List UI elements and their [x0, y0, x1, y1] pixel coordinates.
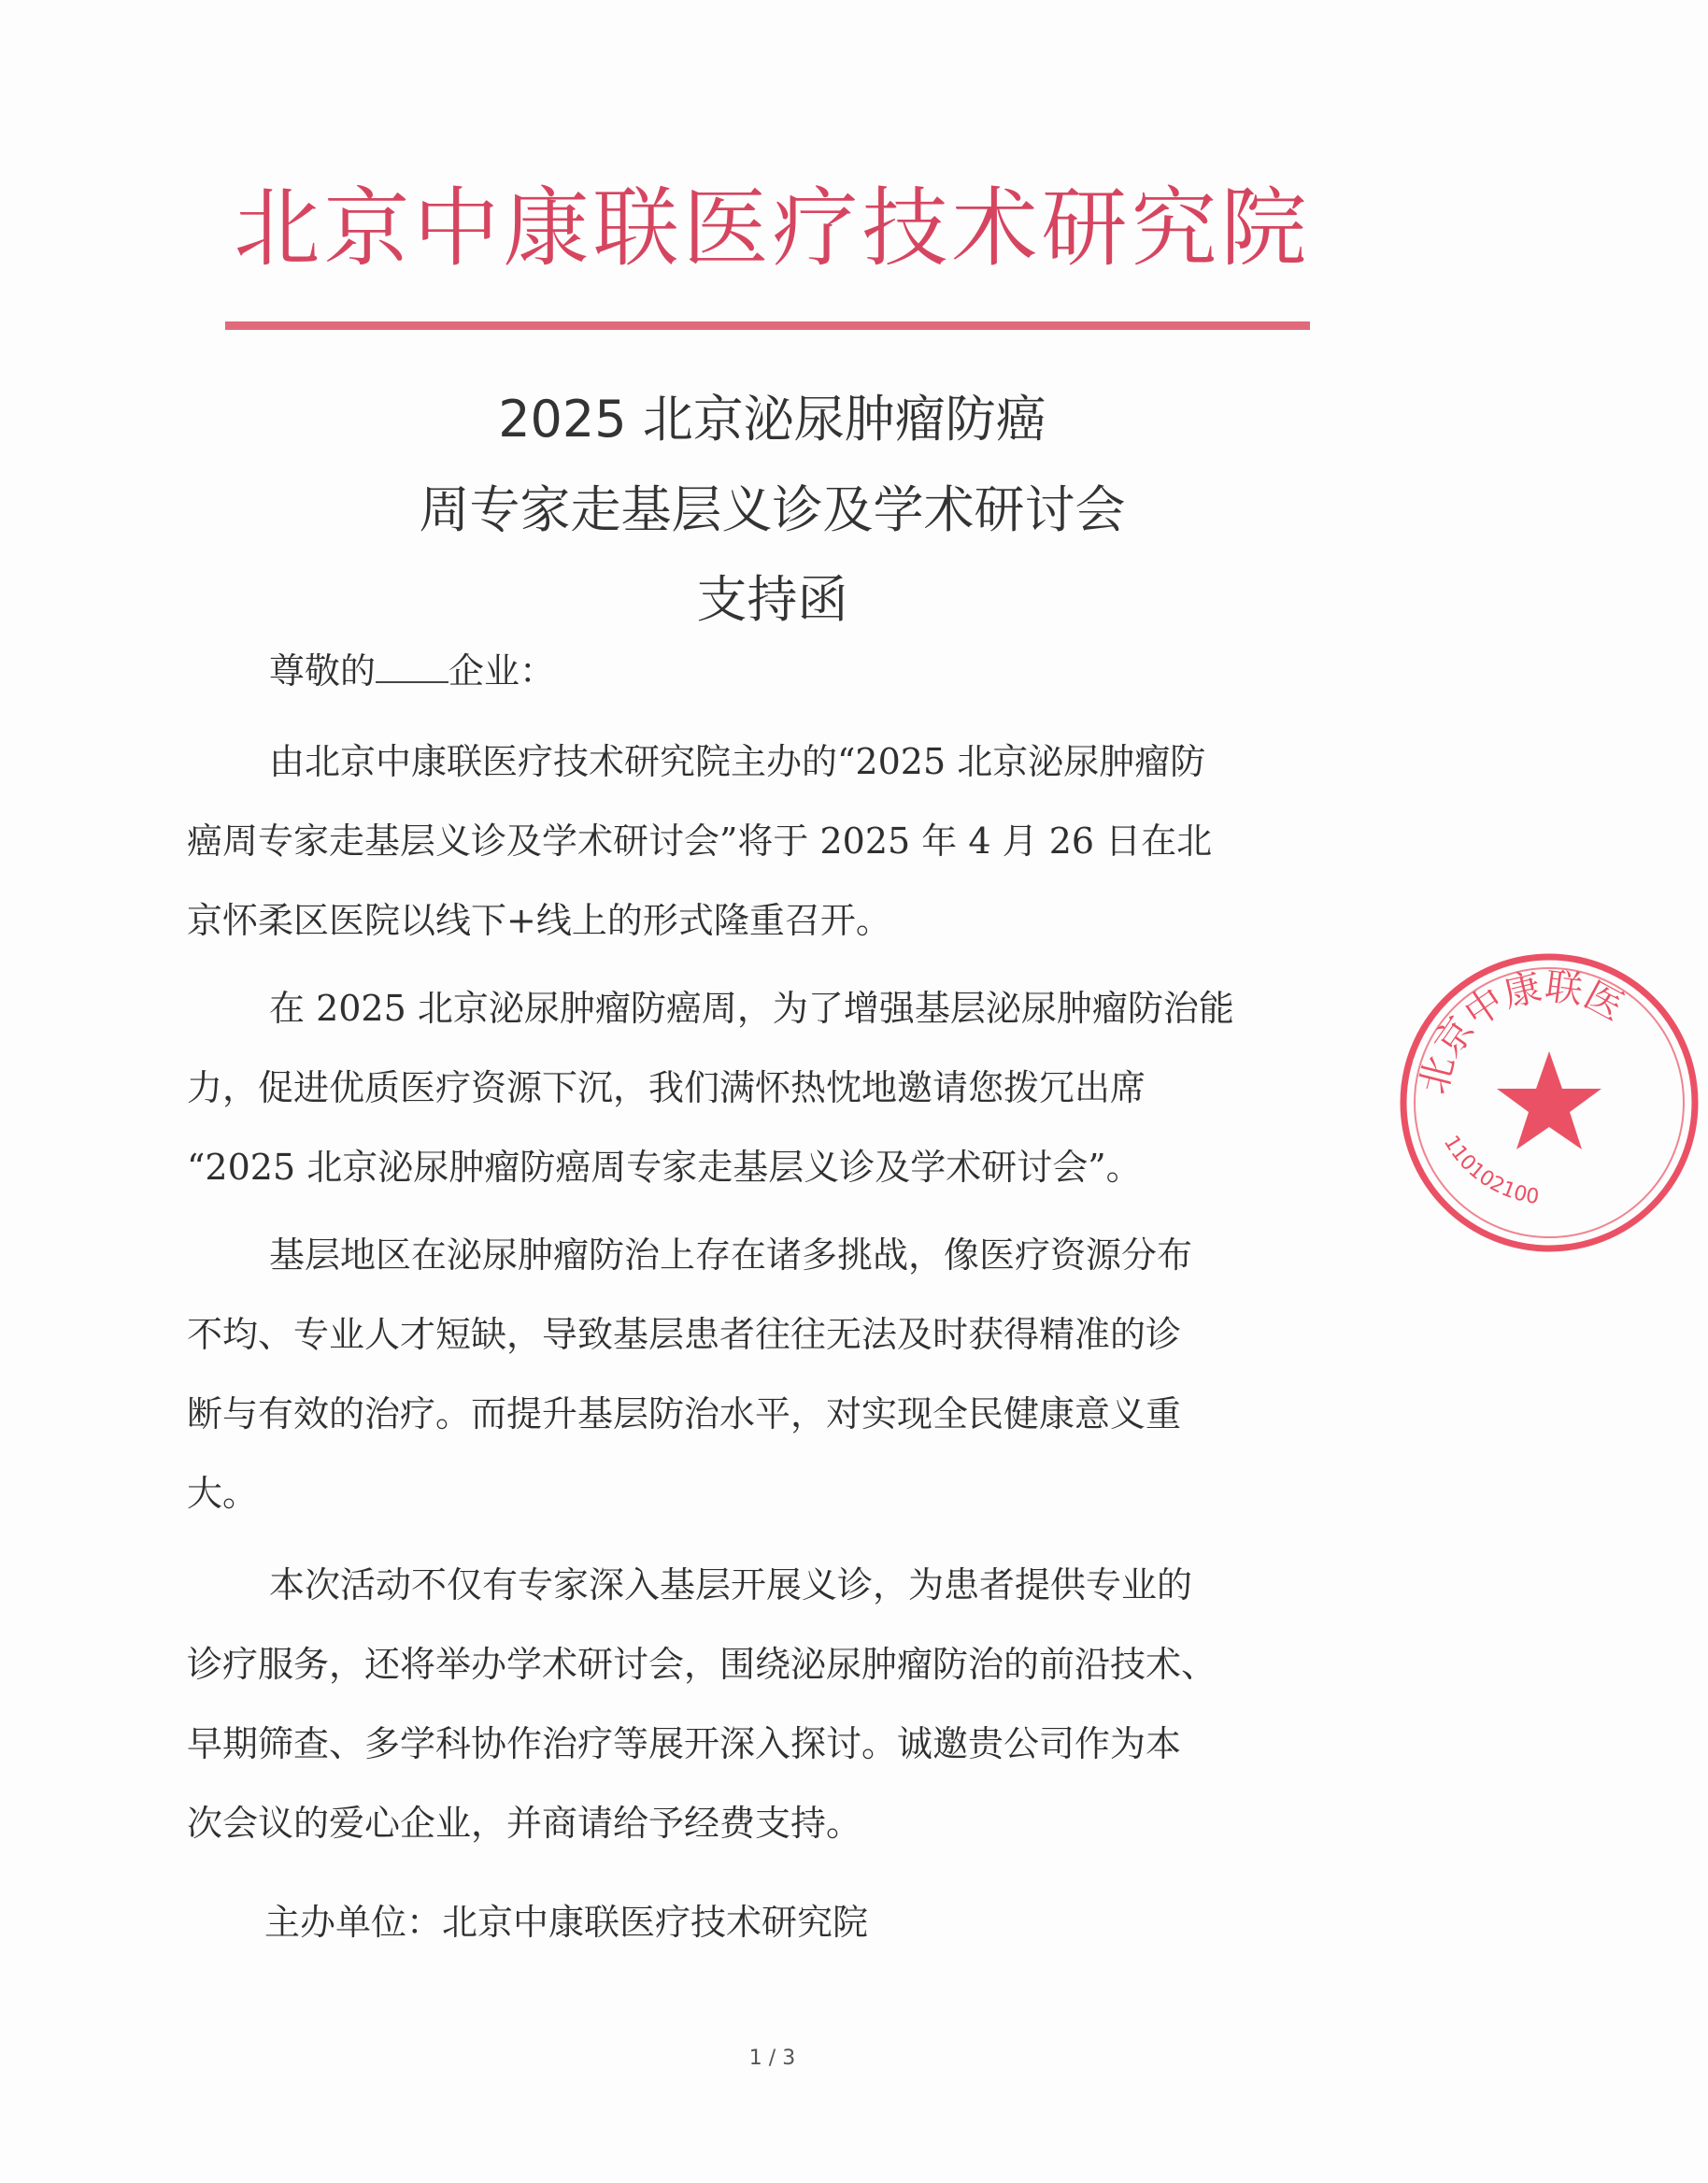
salutation-prefix: 尊敬的: [269, 650, 377, 692]
seal-number-textpath: 110102100: [1438, 1132, 1541, 1209]
document-title-line-3: 支持函: [696, 570, 848, 629]
paragraph-2-line-3: “2025 北京泌尿肿瘤防癌周专家走基层义诊及学术研讨会”。: [187, 1147, 1142, 1188]
letterhead-rule: [225, 321, 1310, 330]
paragraph-3-line-1: 基层地区在泌尿肿瘤防治上存在诸多挑战，像医疗资源分布: [269, 1234, 1193, 1276]
paragraph-4-line-1: 本次活动不仅有专家深入基层开展义诊，为患者提供专业的: [269, 1564, 1193, 1605]
paragraph-4-line-2: 诊疗服务，还将举办学术研讨会，围绕泌尿肿瘤防治的前沿技术、: [187, 1644, 1217, 1685]
salutation: [269, 649, 555, 693]
paragraph-4-line-3: 早期筛查、多学科协作治疗等展开深入探讨。诚邀贵公司作为本: [187, 1723, 1182, 1764]
paragraph-1-line-3: 京怀柔区医院以线下+线上的形式隆重召开。: [187, 900, 891, 941]
seal-star-icon: [1497, 1051, 1601, 1149]
organizer-line: 主办单位：北京中康联医疗技术研究院: [264, 1902, 869, 1943]
seal-outer-ring: [1403, 957, 1695, 1248]
seal-number: [1439, 1132, 1541, 1209]
seal-inner-ring: [1415, 968, 1684, 1237]
document-title-line-2: 周专家走基层义诊及学术研讨会: [419, 480, 1126, 539]
paragraph-4-line-4: 次会议的爱心企业，并商请给予经费支持。: [187, 1803, 862, 1844]
paragraph-1-line-2: 癌周专家走基层义诊及学术研讨会”将于 2025 年 4 月 26 日在北: [187, 820, 1213, 862]
paragraph-3-line-4: 大。: [187, 1473, 259, 1514]
page-number: 1 / 3: [748, 2047, 796, 2070]
paragraph-3-line-2: 不均、专业人才短缺，导致基层患者往往无法及时获得精准的诊: [187, 1314, 1182, 1355]
paragraph-1-line-1: 由北京中康联医疗技术研究院主办的“2025 北京泌尿肿瘤防: [269, 741, 1206, 782]
official-seal: [1390, 944, 1708, 1262]
salutation-suffix: 企业：: [448, 650, 556, 692]
paragraph-3-line-3: 断与有效的治疗。而提升基层防治水平，对实现全民健康意义重: [187, 1393, 1182, 1434]
seal-arc-text: [1413, 965, 1630, 1099]
salutation-blank: [376, 649, 448, 683]
paragraph-2-line-2: 力，促进优质医疗资源下沉，我们满怀热忱地邀请您拨冗出席: [187, 1067, 1146, 1108]
seal-arc-textpath: 北京中康联医: [1412, 964, 1630, 1099]
letterhead-title: 北京中康联医疗技术研究院: [234, 178, 1311, 278]
document-title-line-1: 2025 北京泌尿肿瘤防癌: [498, 390, 1046, 449]
paragraph-2-line-1: 在 2025 北京泌尿肿瘤防癌周，为了增强基层泌尿肿瘤防治能: [269, 988, 1234, 1029]
